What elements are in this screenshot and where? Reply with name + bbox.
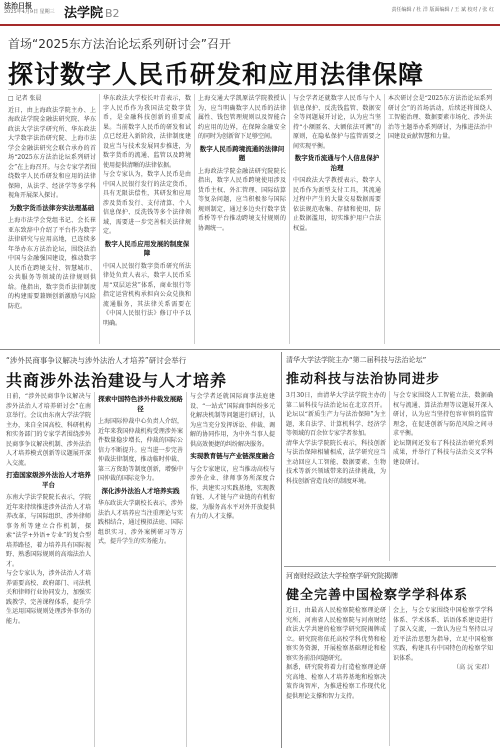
lead-column-2	[103, 94, 191, 346]
right2-column-2	[393, 606, 493, 748]
left-paragraph-5: 华东政法大学副校长表示，涉外法治人才培养应当注重理论与实践相结合，通过模拟法庭、国际组织实习、涉外案例研习等方式，提升学生的实务能力。	[98, 500, 183, 545]
column-divider	[186, 392, 187, 747]
lead-subhead-3: 数字人民币跨境流通的法律问题	[199, 144, 285, 162]
left-paragraph-3: 上海国际仲裁中心负责人介绍，近年来我国仲裁机构受理涉外案件数量稳步增长，仲裁的国际公信力不断提升。应当进一步完善仲裁法律制度，推动临时仲裁、第三方资助等制度创新，增强中国仲裁的国际竞争力。	[98, 418, 183, 482]
lead-column-1	[8, 94, 96, 346]
right2-headline: 健全完善中国检察学学科体系	[286, 588, 469, 603]
lead-column-3	[198, 94, 286, 346]
section-title	[64, 2, 120, 21]
lead-subhead-4: 数字货币流通与个人信息保护治理	[294, 154, 380, 172]
lead-paragraph-1: 上海市法学会党组书记、会长崔亚东致辞中介绍了平台作为数字法律研究与应用高地，已连续多年举办东方法治论坛，围绕法治中国与金融强国建设，推动数字人民币在跨境支付、智慧城市、公共服务等领域的法律规则供给。他指出，数字货币法律制度的构建需要兼顾创新激励与风险防范。	[8, 217, 96, 310]
lead-paragraph-6: 上海政法学院金融法研究院院长指出，数字人民币跨境使用涉及货币主权、外汇管理、国际结算等复杂问题，应当积极参与国际规则制定，通过多边央行数字货币桥等平台推动跨境支付规则的协调统一。	[198, 167, 286, 232]
left-subhead-1: 打造国家级涉外法治人才培养平台	[6, 471, 91, 489]
left-subhead-2: 探索中国特色涉外仲裁发展路径	[98, 395, 183, 413]
story-divider	[281, 352, 282, 748]
lead-intro: 近日，由上海政法学院主办、上海政法学院金融法研究院、华东政法大学法学研究所、华东政法大学数字法治研究院、上海市法学会金融法研究会联合承办的首场“2025东方法治论坛系列研讨会”在上海召开。与会专家学者围绕数字人民币研发和应用的法律保障，从法学、经济学等多学科视角开展深入探讨。	[8, 106, 96, 199]
right1-paragraph-2: 清华大学法学院院长表示，科技创新与法治保障相辅相成，法学研究应当主动回应人工智能、数据要素、生物技术等新兴领域带来的法律挑战，为科技创新营造良好的制度环境。	[286, 439, 386, 485]
lead-paragraph-9: 本次研讨会是“2025东方法治论坛系列研讨会”的首场活动，后续还将围绕人工智能治理、数据要素市场化、涉外法治等主题举办系列研讨，为推进法治中国建设贡献智慧和力量。	[388, 95, 492, 140]
left-paragraph-4: 与会学者还就国际商事法庭建设、“一站式”国际商事纠纷多元化解决机制等问题进行研讨，认为应当充分发挥诉讼、仲裁、调解的协同作用，为中外当事人提供高效便捷的纠纷解决服务。	[190, 393, 275, 448]
column-divider	[384, 94, 385, 344]
right2-paragraph-3: 据悉，研究院将着力打造检察理论研究高地、检察人才培养基地和检察决策咨询智库，为推进检察工作现代化提供理论支撑和智力支持。	[286, 664, 386, 700]
left-paragraph-6: 与会专家建议，应当推动高校与涉外企业、律师事务所深度合作，共建实习实践基地，实现教育链、人才链与产业链的有机衔接，为服务高水平对外开放提供有力的人才支撑。	[190, 465, 275, 520]
right1-column-1	[286, 391, 386, 563]
right2-kicker: 河南财经政法大学检察学研究院揭牌	[286, 572, 398, 580]
lead-paragraph-4: 中国人民银行数字货币研究所法律处负责人表示，数字人民币采用“双层运营”体系，商业银行等指定运营机构承担向公众兑换和流通服务，其法律关系需要在《中国人民银行法》修订中予以明确。	[103, 262, 191, 327]
section-rule	[0, 349, 500, 350]
masthead-date: 2025年4月9日 星期三	[4, 9, 55, 15]
lead-paragraph-2: 华东政法大学校长叶青表示，数字人民币作为我国法定数字货币，是金融科技创新的重要成果。当前数字人民币的研发和试点已经进入新阶段，法律制度建设应当与技术发展同步推进，为数字货币的流通、监管以及跨境使用提供清晰的法律依据。	[103, 95, 191, 169]
right1-paragraph-4: 论坛期间还发布了科技法治研究系列成果，并举行了科技与法治交叉学科建设研讨。	[393, 439, 493, 466]
lead-paragraph-3: 与会专家认为，数字人民币是由中国人民银行发行的法定货币，具有无限法偿性，其研发和应用涉及货币发行、支付清算、个人信息保护、反洗钱等多个法律领域，需要进一步完善相关法律规定。	[103, 171, 191, 235]
left-paragraph-2: 与会专家认为，涉外法治人才培养需要高校、政府部门、司法机关和律师行业协同发力，加强实践教学，完善课程体系，提升学生运用国际规则处理涉外事务的能力。	[6, 570, 91, 625]
left-column-1	[6, 392, 91, 748]
lead-paragraph-8: 中国政法大学教授表示，数字人民币作为新型支付工具，其流通过程中产生的大量交易数据需要依法规范收集、存储和使用，防止数据滥用，切实维护用户合法权益。	[293, 177, 381, 232]
lead-headline: 探讨数字人民币研发和应用法律保障	[8, 60, 425, 89]
lead-paragraph-7: 与会学者还就数字人民币与个人信息保护、反洗钱监管、数据安全等问题展开讨论，认为应当坚持“小额匿名、大额依法可溯”的原则，在隐私保护与监管需要之间实现平衡。	[293, 95, 381, 150]
lead-rule	[8, 89, 492, 90]
lead-paragraph-5: 上海交通大学凯原法学院教授认为，应当明确数字人民币的法律属性、钱包管理规则以及智能合约应用的边界，在保障金融安全的同时为创新留下足够空间。	[198, 95, 286, 140]
lead-subhead-1: 为数字货币法律夯实法理基础	[9, 203, 95, 212]
right1-paragraph-1: 3月30日，由清华大学法学院主办的第二届科技与法治论坛在北京召开。论坛以“新质生产力与法治保障”为主题，来自法学、计算机科学、经济学等领域的百余位专家学者参加。	[286, 392, 386, 437]
header-rule	[0, 24, 500, 26]
lead-column-5	[388, 94, 492, 346]
column-divider	[289, 94, 290, 344]
story-rule	[284, 566, 496, 567]
right1-column-2	[393, 391, 493, 563]
lead-subhead-2: 数字人民币应用发展的制度保障	[104, 239, 190, 257]
left-paragraph-1: 东南大学法学院院长表示，学院近年来持续推进涉外法治人才培养改革，与国际组织、涉外律师事务所等建立合作机制，探索“法学+外语+专业”的复合型培养路径，着力培养具有国际视野、熟悉国际规则的高端法治人才。	[6, 494, 91, 568]
page-header	[0, 0, 500, 24]
column-divider	[99, 94, 100, 344]
right2-paragraph-2: 会上，与会专家围绕中国检察学学科体系、学术体系、话语体系建设进行了深入交流，一致认为应当坚持以习近平法治思想为指导，立足中国检察实践，构建具有中国特色的检察学知识体系。	[393, 607, 493, 662]
masthead-name: 法治日报	[4, 2, 32, 10]
lead-column-4	[293, 94, 381, 346]
right1-headline: 推动科技与法治协同进步	[286, 372, 441, 387]
column-divider	[389, 391, 390, 561]
right2-paragraph-1: 近日，由最高人民检察院检察理论研究所、河南省人民检察院与河南财经政法大学共建的检察学研究院揭牌成立。研究院将依托高校学科优势和检察实务资源，开展检察基础理论和检察实务前沿问题研究。	[286, 607, 386, 662]
column-divider	[94, 392, 95, 747]
lead-byline: □ 记者 张晨	[8, 95, 42, 102]
masthead	[4, 3, 55, 15]
left-column-2	[98, 392, 183, 748]
right1-kicker: 清华大学法学院主办“第二届科技与法治论坛”	[286, 356, 427, 364]
left-headline: 共商涉外法治建设与人才培养	[6, 371, 228, 390]
right1-paragraph-3: 与会专家围绕人工智能立法、数据确权与流通、算法治理等议题展开深入研讨，认为应当坚持包容审慎的监管理念，在促进创新与防范风险之间寻求平衡。	[393, 392, 493, 437]
left-kicker: “涉外民商事争议解决与涉外法治人才培养”研讨会举行	[6, 356, 187, 365]
left-subhead-4: 实现教育链与产业链深度融合	[190, 452, 275, 460]
page-number: B2	[105, 7, 120, 20]
left-column-3	[190, 392, 275, 748]
right2-author: （高 沅 宋君）	[453, 664, 493, 671]
editor-credits: 责任编辑 / 杜 洋 版面编辑 / 王 斌 校对 / 张 红	[391, 7, 494, 13]
column-divider	[389, 606, 390, 746]
section-name: 法学院	[64, 6, 104, 21]
lead-kicker: 首场“2025东方法治论坛系列研讨会”召开	[8, 37, 231, 51]
left-intro: 日前，“涉外民商事争议解决与涉外法治人才培养研讨会”在南京举行。会议由东南大学法学院主办，来自全国高校、科研机构和实务部门的专家学者围绕涉外民商事争议解决机制、涉外法治人才培养模式创新等议题展开深入交流。	[6, 393, 91, 467]
left-subhead-3: 深化涉外法治人才培养实践	[101, 486, 180, 495]
column-divider	[194, 94, 195, 344]
right2-column-1	[286, 606, 386, 748]
